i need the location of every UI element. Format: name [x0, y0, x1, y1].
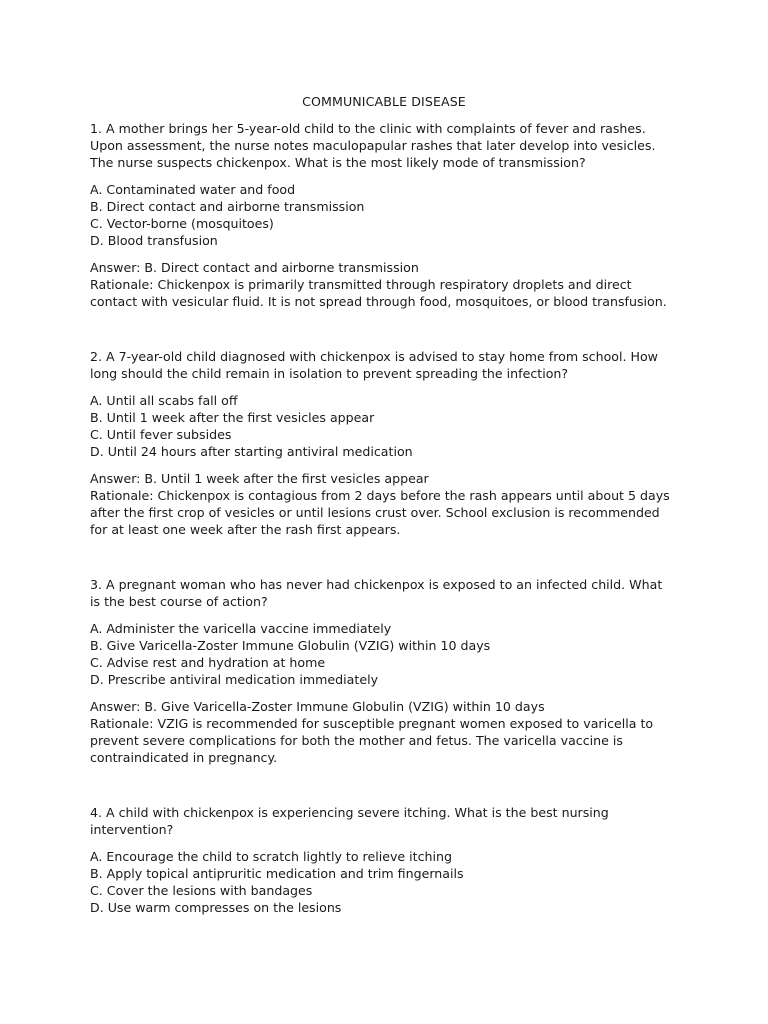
option-item: A. Encourage the child to scratch lightly to relieve itching — [90, 849, 452, 864]
question-block-3 — [90, 576, 680, 766]
option-item: B. Direct contact and airborne transmission — [90, 199, 365, 214]
option-list — [90, 848, 680, 916]
option-item: A. Contaminated water and food — [90, 182, 296, 197]
rationale — [90, 276, 680, 310]
option-list — [90, 620, 680, 688]
question-stem-line: intervention? — [90, 822, 174, 837]
question-stem-line: 3. A pregnant woman who has never had chickenpox is exposed to an infected child. What — [90, 577, 663, 592]
question-stem-line: long should the child remain in isolation to prevent spreading the infection? — [90, 366, 569, 381]
rationale-line: Rationale: Chickenpox is primarily transmitted through respiratory droplets and direct — [90, 277, 632, 292]
rationale — [90, 487, 680, 538]
rationale-line: for at least one week after the rash first appears. — [90, 522, 401, 537]
answer-line: Answer: B. Direct contact and airborne transmission — [90, 260, 419, 275]
question-stem — [90, 576, 680, 610]
option-item: D. Blood transfusion — [90, 233, 218, 248]
rationale-line: after the first crop of vesicles or until lesions crust over. School exclusion is recommended — [90, 505, 660, 520]
question-stem-line: 1. A mother brings her 5-year-old child to the clinic with complaints of fever and rashes. — [90, 121, 646, 136]
question-stem — [90, 804, 680, 838]
rationale-line: Rationale: Chickenpox is contagious from 2 days before the rash appears until about 5 days — [90, 488, 670, 503]
option-item: C. Advise rest and hydration at home — [90, 655, 326, 670]
option-item: C. Until fever subsides — [90, 427, 232, 442]
question-stem-line: 4. A child with chickenpox is experiencing severe itching. What is the best nursing — [90, 805, 609, 820]
option-item: C. Cover the lesions with bandages — [90, 883, 313, 898]
option-item: D. Until 24 hours after starting antiviral medication — [90, 444, 413, 459]
option-list — [90, 392, 680, 460]
option-list — [90, 181, 680, 249]
rationale-line: Rationale: VZIG is recommended for susceptible pregnant women exposed to varicella to — [90, 716, 654, 731]
option-item: A. Until all scabs fall off — [90, 393, 238, 408]
option-item: A. Administer the varicella vaccine immediately — [90, 621, 392, 636]
option-item: D. Prescribe antiviral medication immediately — [90, 672, 379, 687]
question-stem-line: The nurse suspects chickenpox. What is the most likely mode of transmission? — [90, 155, 586, 170]
option-item: B. Until 1 week after the first vesicles appear — [90, 410, 375, 425]
question-block-1 — [90, 120, 680, 310]
answer-line: Answer: B. Give Varicella-Zoster Immune Globulin (VZIG) within 10 days — [90, 699, 545, 714]
rationale-line: prevent severe complications for both the mother and fetus. The varicella vaccine is — [90, 733, 623, 748]
option-item: C. Vector-borne (mosquitoes) — [90, 216, 274, 231]
question-stem — [90, 120, 680, 171]
question-stem-line: 2. A 7-year-old child diagnosed with chickenpox is advised to stay home from school. How — [90, 349, 658, 364]
option-item: D. Use warm compresses on the lesions — [90, 900, 342, 915]
option-item: B. Give Varicella-Zoster Immune Globulin (VZIG) within 10 days — [90, 638, 491, 653]
answer-line: Answer: B. Until 1 week after the first vesicles appear — [90, 471, 429, 486]
question-stem — [90, 348, 680, 382]
option-item: B. Apply topical antipruritic medication and trim fingernails — [90, 866, 464, 881]
question-stem-line: Upon assessment, the nurse notes maculopapular rashes that later develop into vesicles. — [90, 138, 656, 153]
rationale — [90, 715, 680, 766]
rationale-line: contact with vesicular fluid. It is not spread through food, mosquitoes, or blood transfusion. — [90, 294, 667, 309]
question-block-2 — [90, 348, 680, 538]
question-stem-line: is the best course of action? — [90, 594, 268, 609]
document-title: COMMUNICABLE DISEASE — [302, 94, 466, 109]
rationale-line: contraindicated in pregnancy. — [90, 750, 278, 765]
question-block-4 — [90, 804, 680, 916]
